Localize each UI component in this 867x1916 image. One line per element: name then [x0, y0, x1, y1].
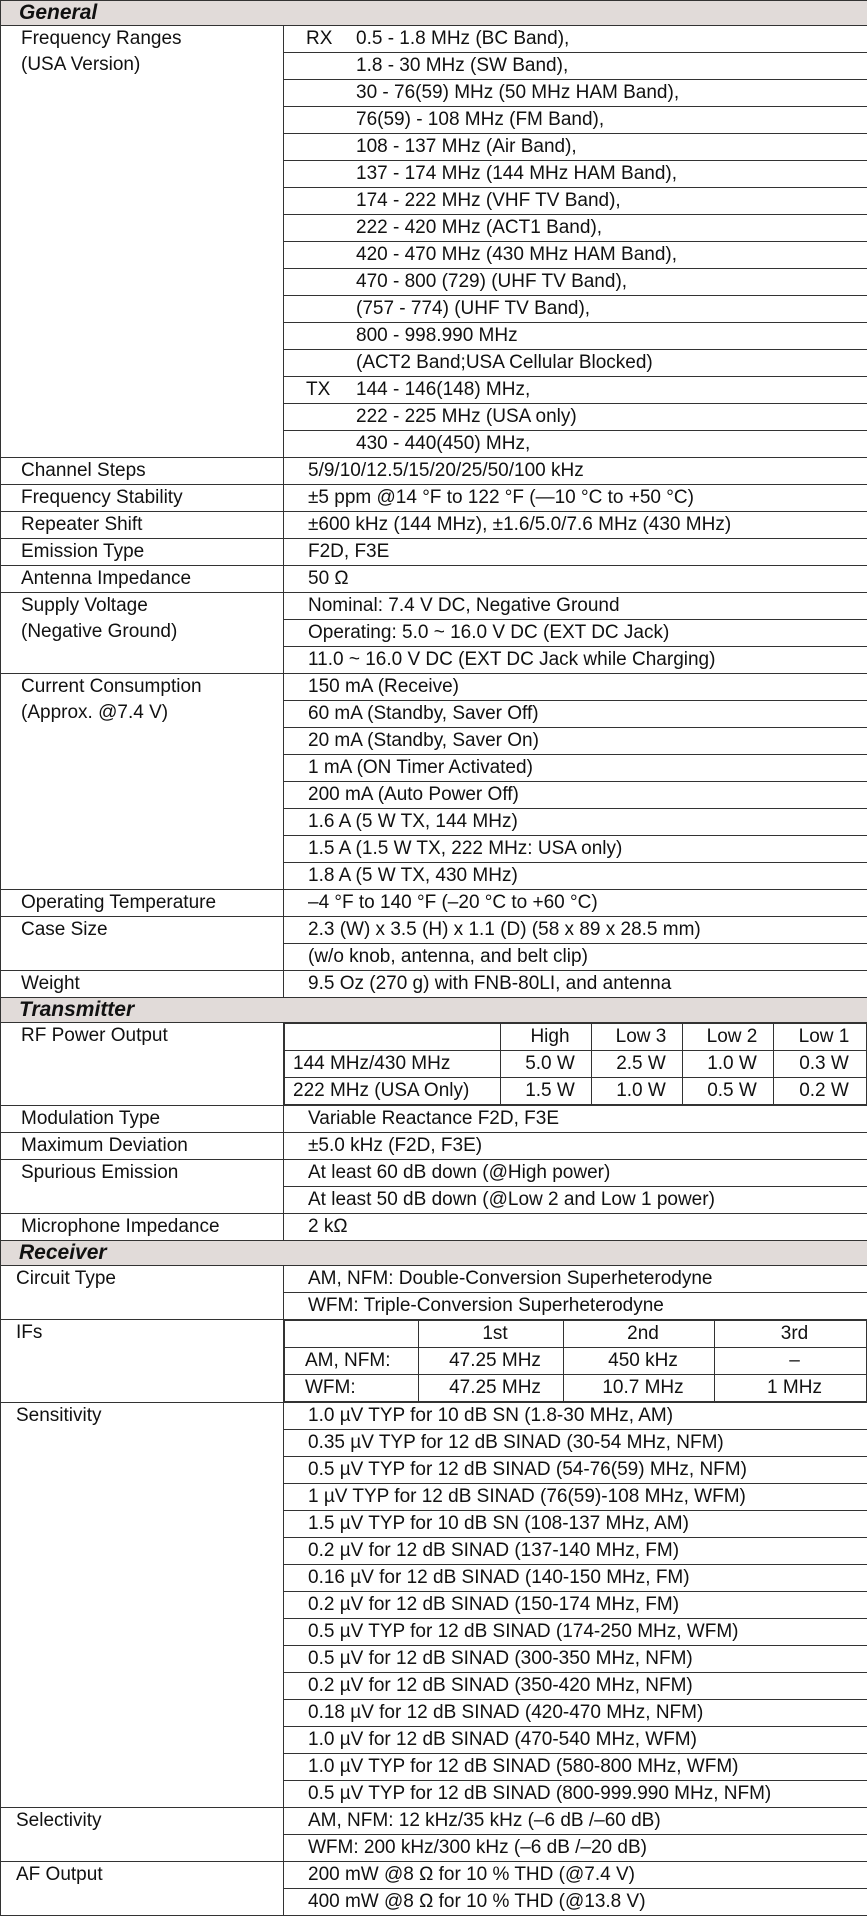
rx-range: 1.8 - 30 MHz (SW Band), [356, 55, 568, 76]
spec-value: At least 50 dB down (@Low 2 and Low 1 power) [284, 1187, 867, 1214]
spec-value: ±5 ppm @14 °F to 122 °F (—10 °C to +50 °C) [284, 485, 867, 512]
spec-value: 200 mW @8 Ω for 10 % THD (@7.4 V) [284, 1862, 867, 1889]
rf-power-table-cell [284, 1023, 867, 1106]
rf-power-value: 2.5 W [592, 1051, 683, 1078]
spec-label-line: RF Power Output [21, 1023, 283, 1049]
spec-label-line: AF Output [16, 1862, 283, 1888]
ifs-mode: AM, NFM: [285, 1348, 419, 1375]
spec-label [1, 971, 284, 998]
spec-value: 0.5 µV TYP for 12 dB SINAD (174-250 MHz, WFM) [284, 1619, 867, 1646]
rx-range: 137 - 174 MHz (144 MHz HAM Band), [356, 163, 677, 184]
frequency-range-row [1, 26, 867, 53]
spec-value: Variable Reactance F2D, F3E [284, 1106, 867, 1133]
tx-range: 144 - 146(148) MHz, [356, 379, 530, 400]
spec-label [1, 1160, 284, 1214]
frequency-range-value [284, 404, 867, 431]
spec-value: 60 mA (Standby, Saver Off) [284, 701, 867, 728]
spec-label [1, 890, 284, 917]
spec-label-line: Channel Steps [21, 458, 283, 484]
tx-marker: TX [306, 377, 356, 403]
rf-power-value: 0.2 W [774, 1078, 867, 1105]
spec-label [1, 1106, 284, 1133]
rf-power-level-header: Low 2 [683, 1024, 774, 1051]
spec-value: WFM: 200 kHz/300 kHz (–6 dB /–20 dB) [284, 1835, 867, 1862]
spec-label [1, 539, 284, 566]
spec-value: 1.0 µV TYP for 12 dB SINAD (580-800 MHz, WFM) [284, 1754, 867, 1781]
spec-label [1, 1214, 284, 1241]
rx-range: 76(59) - 108 MHz (FM Band), [356, 109, 604, 130]
spec-row [1, 674, 867, 701]
spec-row [1, 539, 867, 566]
spec-label-line: Current Consumption [21, 674, 283, 700]
spec-value: 0.5 µV TYP for 12 dB SINAD (54-76(59) MHz, NFM) [284, 1457, 867, 1484]
spec-row [1, 566, 867, 593]
ifs-table-cell [284, 1320, 867, 1403]
tx-range: 430 - 440(450) MHz, [356, 433, 530, 454]
rx-range: 30 - 76(59) MHz (50 MHz HAM Band), [356, 82, 679, 103]
rx-range: 222 - 420 MHz (ACT1 Band), [356, 217, 602, 238]
spec-row [1, 971, 867, 998]
spec-label-line: Maximum Deviation [21, 1133, 283, 1159]
spec-row [1, 1266, 867, 1293]
frequency-ranges-label [1, 26, 284, 458]
rx-range: (ACT2 Band;USA Cellular Blocked) [356, 352, 653, 373]
ifs-stage-header: 3rd [715, 1321, 867, 1348]
spec-label [1, 458, 284, 485]
spec-label-line: Antenna Impedance [21, 566, 283, 592]
spec-value: 0.5 µV for 12 dB SINAD (300-350 MHz, NFM) [284, 1646, 867, 1673]
spec-label-line: (Negative Ground) [21, 619, 283, 645]
ifs-corner [285, 1321, 419, 1348]
rf-power-header-row [285, 1024, 867, 1051]
frequency-range-value [284, 215, 867, 242]
spec-label-line: Frequency Stability [21, 485, 283, 511]
frequency-range-value [284, 161, 867, 188]
rx-marker: RX [306, 26, 356, 52]
spec-value: Nominal: 7.4 V DC, Negative Ground [284, 593, 867, 620]
spec-row [1, 1160, 867, 1187]
spec-value: (w/o knob, antenna, and belt clip) [284, 944, 867, 971]
spec-value: 2.3 (W) x 3.5 (H) x 1.1 (D) (58 x 89 x 28.5 mm) [284, 917, 867, 944]
spec-value: 5/9/10/12.5/15/20/25/50/100 kHz [284, 458, 867, 485]
spec-value: 0.5 µV TYP for 12 dB SINAD (800-999.990 MHz, NFM) [284, 1781, 867, 1808]
spec-value: AM, NFM: Double-Conversion Superheterodyne [284, 1266, 867, 1293]
rx-range: (757 - 774) (UHF TV Band), [356, 298, 590, 319]
spec-value: 50 Ω [284, 566, 867, 593]
frequency-range-value [284, 242, 867, 269]
frequency-range-value [284, 269, 867, 296]
spec-value: 400 mW @8 Ω for 10 % THD (@13.8 V) [284, 1889, 867, 1916]
spec-label-line: IFs [16, 1320, 283, 1346]
spec-value: F2D, F3E [284, 539, 867, 566]
spec-row [1, 1214, 867, 1241]
spec-label-line: Sensitivity [16, 1403, 283, 1429]
ifs-stage-header: 1st [419, 1321, 564, 1348]
rf-power-value: 0.5 W [683, 1078, 774, 1105]
frequency-range-value [284, 26, 867, 53]
ifs-mode: WFM: [285, 1375, 419, 1402]
spec-row [1, 1133, 867, 1160]
spec-label-line: Spurious Emission [21, 1160, 283, 1186]
spec-row [1, 485, 867, 512]
rf-power-row [1, 1023, 867, 1106]
tx-range: 222 - 225 MHz (USA only) [356, 406, 577, 427]
spec-value: 0.16 µV for 12 dB SINAD (140-150 MHz, FM) [284, 1565, 867, 1592]
spec-value: 1.5 A (1.5 W TX, 222 MHz: USA only) [284, 836, 867, 863]
frequency-range-value [284, 80, 867, 107]
ifs-value: 47.25 MHz [419, 1375, 564, 1402]
general-section-title: General [1, 1, 867, 26]
spec-value: ±600 kHz (144 MHz), ±1.6/5.0/7.6 MHz (430 MHz) [284, 512, 867, 539]
spec-row [1, 1106, 867, 1133]
spec-value: 150 mA (Receive) [284, 674, 867, 701]
rx-range: 0.5 - 1.8 MHz (BC Band), [356, 28, 569, 49]
spec-value: 0.35 µV TYP for 12 dB SINAD (30-54 MHz, NFM) [284, 1430, 867, 1457]
spec-label-line: Modulation Type [21, 1106, 283, 1132]
spec-value: 1 mA (ON Timer Activated) [284, 755, 867, 782]
spec-label-line: Emission Type [21, 539, 283, 565]
rf-power-level-header: Low 1 [774, 1024, 867, 1051]
rf-power-band: 222 MHz (USA Only) [285, 1078, 501, 1105]
spec-label-line: Repeater Shift [21, 512, 283, 538]
spec-label [1, 1133, 284, 1160]
spec-label-line: Frequency Ranges [21, 26, 283, 52]
spec-label [1, 917, 284, 971]
spec-value: 11.0 ~ 16.0 V DC (EXT DC Jack while Charging) [284, 647, 867, 674]
spec-label [1, 1266, 284, 1320]
ifs-stage-header: 2nd [564, 1321, 715, 1348]
ifs-value: 10.7 MHz [564, 1375, 715, 1402]
spec-value: AM, NFM: 12 kHz/35 kHz (–6 dB /–60 dB) [284, 1808, 867, 1835]
rf-power-corner [285, 1024, 501, 1051]
ifs-mode-row [285, 1375, 867, 1402]
receiver-header-row [1, 1241, 867, 1266]
ifs-header-row [285, 1321, 867, 1348]
spec-label [1, 485, 284, 512]
spec-value: –4 °F to 140 °F (–20 °C to +60 °C) [284, 890, 867, 917]
rf-power-value: 5.0 W [501, 1051, 592, 1078]
spec-row [1, 1808, 867, 1835]
frequency-range-value [284, 431, 867, 458]
spec-value: 1.0 µV TYP for 10 dB SN (1.8-30 MHz, AM) [284, 1403, 867, 1430]
spec-label [1, 1862, 284, 1916]
spec-value: 0.18 µV for 12 dB SINAD (420-470 MHz, NFM) [284, 1700, 867, 1727]
rf-power-level-header: High [501, 1024, 592, 1051]
rf-power-band: 144 MHz/430 MHz [285, 1051, 501, 1078]
frequency-range-value [284, 53, 867, 80]
rf-power-value: 1.0 W [592, 1078, 683, 1105]
spec-label [1, 512, 284, 539]
ifs-mode-row [285, 1348, 867, 1375]
spec-label [1, 1808, 284, 1862]
spec-label [1, 1403, 284, 1808]
ifs-value: 47.25 MHz [419, 1348, 564, 1375]
spec-value: 9.5 Oz (270 g) with FNB-80LI, and antenna [284, 971, 867, 998]
spec-row [1, 593, 867, 620]
rx-range: 420 - 470 MHz (430 MHz HAM Band), [356, 244, 677, 265]
rf-power-band-row [285, 1078, 867, 1105]
spec-row [1, 890, 867, 917]
spec-value: 1.8 A (5 W TX, 430 MHz) [284, 863, 867, 890]
spec-label [1, 566, 284, 593]
spec-value: 0.2 µV for 12 dB SINAD (137-140 MHz, FM) [284, 1538, 867, 1565]
spec-value: 1 µV TYP for 12 dB SINAD (76(59)-108 MHz, WFM) [284, 1484, 867, 1511]
ifs-value: – [715, 1348, 867, 1375]
spec-row [1, 458, 867, 485]
ifs-label [1, 1320, 284, 1403]
rf-power-label [1, 1023, 284, 1106]
spec-row [1, 512, 867, 539]
frequency-range-value [284, 134, 867, 161]
transmitter-section-title: Transmitter [1, 998, 867, 1023]
rx-range: 800 - 998.990 MHz [356, 325, 518, 346]
receiver-section-title: Receiver [1, 1241, 867, 1266]
spec-value: 0.2 µV for 12 dB SINAD (150-174 MHz, FM) [284, 1592, 867, 1619]
spec-value: 1.0 µV for 12 dB SINAD (470-540 MHz, WFM) [284, 1727, 867, 1754]
spec-value: ±5.0 kHz (F2D, F3E) [284, 1133, 867, 1160]
spec-label-line: Selectivity [16, 1808, 283, 1834]
spec-label [1, 674, 284, 890]
spec-label-line: Supply Voltage [21, 593, 283, 619]
spec-label [1, 593, 284, 674]
spec-row [1, 1403, 867, 1430]
frequency-range-value [284, 188, 867, 215]
spec-label-line: (USA Version) [21, 52, 283, 78]
spec-value: 1.6 A (5 W TX, 144 MHz) [284, 809, 867, 836]
spec-value: At least 60 dB down (@High power) [284, 1160, 867, 1187]
spec-value: 20 mA (Standby, Saver On) [284, 728, 867, 755]
rf-power-value: 1.0 W [683, 1051, 774, 1078]
frequency-range-value [284, 377, 867, 404]
ifs-value: 450 kHz [564, 1348, 715, 1375]
spec-value: 0.2 µV for 12 dB SINAD (350-420 MHz, NFM) [284, 1673, 867, 1700]
spec-label-line: Microphone Impedance [21, 1214, 283, 1240]
rf-power-value: 0.3 W [774, 1051, 867, 1078]
spec-row [1, 917, 867, 944]
ifs-row [1, 1320, 867, 1403]
rf-power-band-row [285, 1051, 867, 1078]
spec-value: 1.5 µV TYP for 10 dB SN (108-137 MHz, AM) [284, 1511, 867, 1538]
spec-row [1, 1862, 867, 1889]
rf-power-value: 1.5 W [501, 1078, 592, 1105]
spec-label-line: Case Size [21, 917, 283, 943]
spec-label-line: Operating Temperature [21, 890, 283, 916]
general-header-row [1, 1, 867, 26]
frequency-range-value [284, 350, 867, 377]
spec-value: 200 mA (Auto Power Off) [284, 782, 867, 809]
ifs-value: 1 MHz [715, 1375, 867, 1402]
spec-label-line: Weight [21, 971, 283, 997]
rf-power-table [284, 1023, 867, 1105]
ifs-table [284, 1320, 867, 1402]
spec-value: Operating: 5.0 ~ 16.0 V DC (EXT DC Jack) [284, 620, 867, 647]
rx-range: 108 - 137 MHz (Air Band), [356, 136, 577, 157]
spec-value: 2 kΩ [284, 1214, 867, 1241]
spec-label-line: (Approx. @7.4 V) [21, 700, 283, 726]
rf-power-level-header: Low 3 [592, 1024, 683, 1051]
spec-label-line: Circuit Type [16, 1266, 283, 1292]
rx-range: 470 - 800 (729) (UHF TV Band), [356, 271, 627, 292]
rx-range: 174 - 222 MHz (VHF TV Band), [356, 190, 621, 211]
frequency-range-value [284, 296, 867, 323]
frequency-range-value [284, 323, 867, 350]
transmitter-header-row [1, 998, 867, 1023]
spec-value: WFM: Triple-Conversion Superheterodyne [284, 1293, 867, 1320]
frequency-range-value [284, 107, 867, 134]
